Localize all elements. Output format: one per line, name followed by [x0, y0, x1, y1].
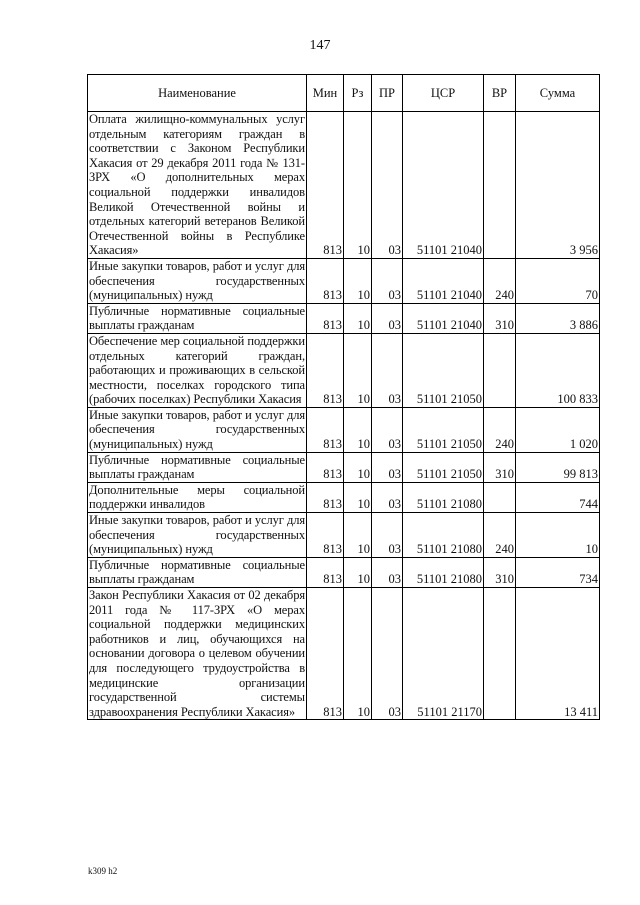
table-header-row: [88, 75, 600, 112]
row-csr: 51101 21040: [403, 303, 484, 333]
row-name: Публичные нормативные социальные выплаты гражданам: [89, 557, 305, 587]
row-min: 813: [307, 588, 344, 720]
row-rz: 10: [344, 482, 372, 512]
row-csr: 51101 21050: [403, 407, 484, 452]
row-pr: 03: [372, 452, 403, 482]
row-name: Публичные нормативные социальные выплаты гражданам: [89, 303, 305, 333]
row-pr: 03: [372, 557, 403, 587]
row-sum: 70: [516, 258, 600, 303]
row-sum: 744: [516, 482, 600, 512]
row-rz: 10: [344, 333, 372, 407]
row-vr: 310: [484, 452, 516, 482]
row-sum: 99 813: [516, 452, 600, 482]
row-rz: 10: [344, 407, 372, 452]
row-rz: 10: [344, 557, 372, 587]
row-pr: 03: [372, 333, 403, 407]
table-row: [88, 258, 600, 303]
row-vr: [484, 588, 516, 720]
header-sum: Сумма: [516, 75, 600, 112]
row-min: 813: [307, 333, 344, 407]
table-row: [88, 303, 600, 333]
row-pr: 03: [372, 588, 403, 720]
row-csr: 51101 21040: [403, 112, 484, 259]
row-rz: 10: [344, 303, 372, 333]
row-csr: 51101 21040: [403, 258, 484, 303]
row-sum: 100 833: [516, 333, 600, 407]
header-vr: ВР: [484, 75, 516, 112]
row-pr: 03: [372, 513, 403, 558]
row-sum: 3 886: [516, 303, 600, 333]
row-min: 813: [307, 557, 344, 587]
row-vr: 310: [484, 303, 516, 333]
row-name: Иные закупки товаров, работ и услуг для обеспечения государственных (муниципальных) нужд: [89, 407, 305, 452]
row-csr: 51101 21170: [403, 588, 484, 720]
table-row: [88, 407, 600, 452]
footer-code: k309 h2: [88, 866, 118, 876]
header-min: Мин: [307, 75, 344, 112]
row-name: Оплата жилищно-коммунальных услуг отдельным категориям граждан в соответствии с Законом Республики Хакасия от 29 декабря 2011 года № 131-ЗРХ «О дополнительных мерах социальной поддержки инвалидов Великой Отечественной войны и отдельных категорий ветеранов Великой Отечественной войны в Республике Хакасия»: [89, 112, 305, 258]
row-pr: 03: [372, 482, 403, 512]
row-rz: 10: [344, 513, 372, 558]
row-name: Иные закупки товаров, работ и услуг для обеспечения государственных (муниципальных) нужд: [89, 513, 305, 557]
row-vr: 310: [484, 557, 516, 587]
table-row: [88, 513, 600, 558]
table-row: [88, 482, 600, 512]
row-sum: 10: [516, 513, 600, 558]
row-pr: 03: [372, 303, 403, 333]
table-row: [88, 112, 600, 259]
row-vr: 240: [484, 407, 516, 452]
budget-table: [87, 74, 600, 720]
row-sum: 1 020: [516, 407, 600, 452]
page-number: 147: [309, 38, 331, 53]
row-sum: 3 956: [516, 112, 600, 259]
row-vr: 240: [484, 258, 516, 303]
row-min: 813: [307, 112, 344, 259]
row-min: 813: [307, 258, 344, 303]
row-pr: 03: [372, 112, 403, 259]
row-min: 813: [307, 303, 344, 333]
row-name: Дополнительные меры социальной поддержки инвалидов: [89, 482, 305, 512]
table-row: [88, 588, 600, 720]
header-rz: Рз: [344, 75, 372, 112]
row-rz: 10: [344, 588, 372, 720]
row-rz: 10: [344, 452, 372, 482]
row-name: Обеспечение мер социальной поддержки отдельных категорий граждан, работающих и проживающих в сельской местности, поселках городского типа (рабочих поселках) Республики Хакасия: [89, 333, 305, 407]
row-csr: 51101 21080: [403, 557, 484, 587]
row-min: 813: [307, 407, 344, 452]
row-vr: [484, 112, 516, 259]
table-row: [88, 452, 600, 482]
row-name: Иные закупки товаров, работ и услуг для обеспечения государственных (муниципальных) нужд: [89, 258, 305, 303]
row-sum: 13 411: [516, 588, 600, 720]
row-name: Закон Республики Хакасия от 02 декабря 2011 года № 117-ЗРХ «О мерах социальной поддержки медицинских работников и лиц, обучающихся на основании договора о целевом обучении для последующего трудоустройства в медицинские организации государственной системы здравоохранения Республики Хакасия»: [89, 588, 305, 719]
row-name: Публичные нормативные социальные выплаты гражданам: [89, 452, 305, 482]
row-rz: 10: [344, 258, 372, 303]
row-pr: 03: [372, 258, 403, 303]
row-csr: 51101 21080: [403, 482, 484, 512]
header-pr: ПР: [372, 75, 403, 112]
row-csr: 51101 21050: [403, 333, 484, 407]
row-vr: [484, 482, 516, 512]
row-pr: 03: [372, 407, 403, 452]
row-min: 813: [307, 452, 344, 482]
row-min: 813: [307, 513, 344, 558]
table-row: [88, 557, 600, 587]
row-min: 813: [307, 482, 344, 512]
row-csr: 51101 21080: [403, 513, 484, 558]
header-csr: ЦСР: [403, 75, 484, 112]
row-sum: 734: [516, 557, 600, 587]
row-csr: 51101 21050: [403, 452, 484, 482]
row-rz: 10: [344, 112, 372, 259]
table-row: [88, 333, 600, 407]
header-name: Наименование: [88, 75, 307, 112]
row-vr: [484, 333, 516, 407]
row-vr: 240: [484, 513, 516, 558]
